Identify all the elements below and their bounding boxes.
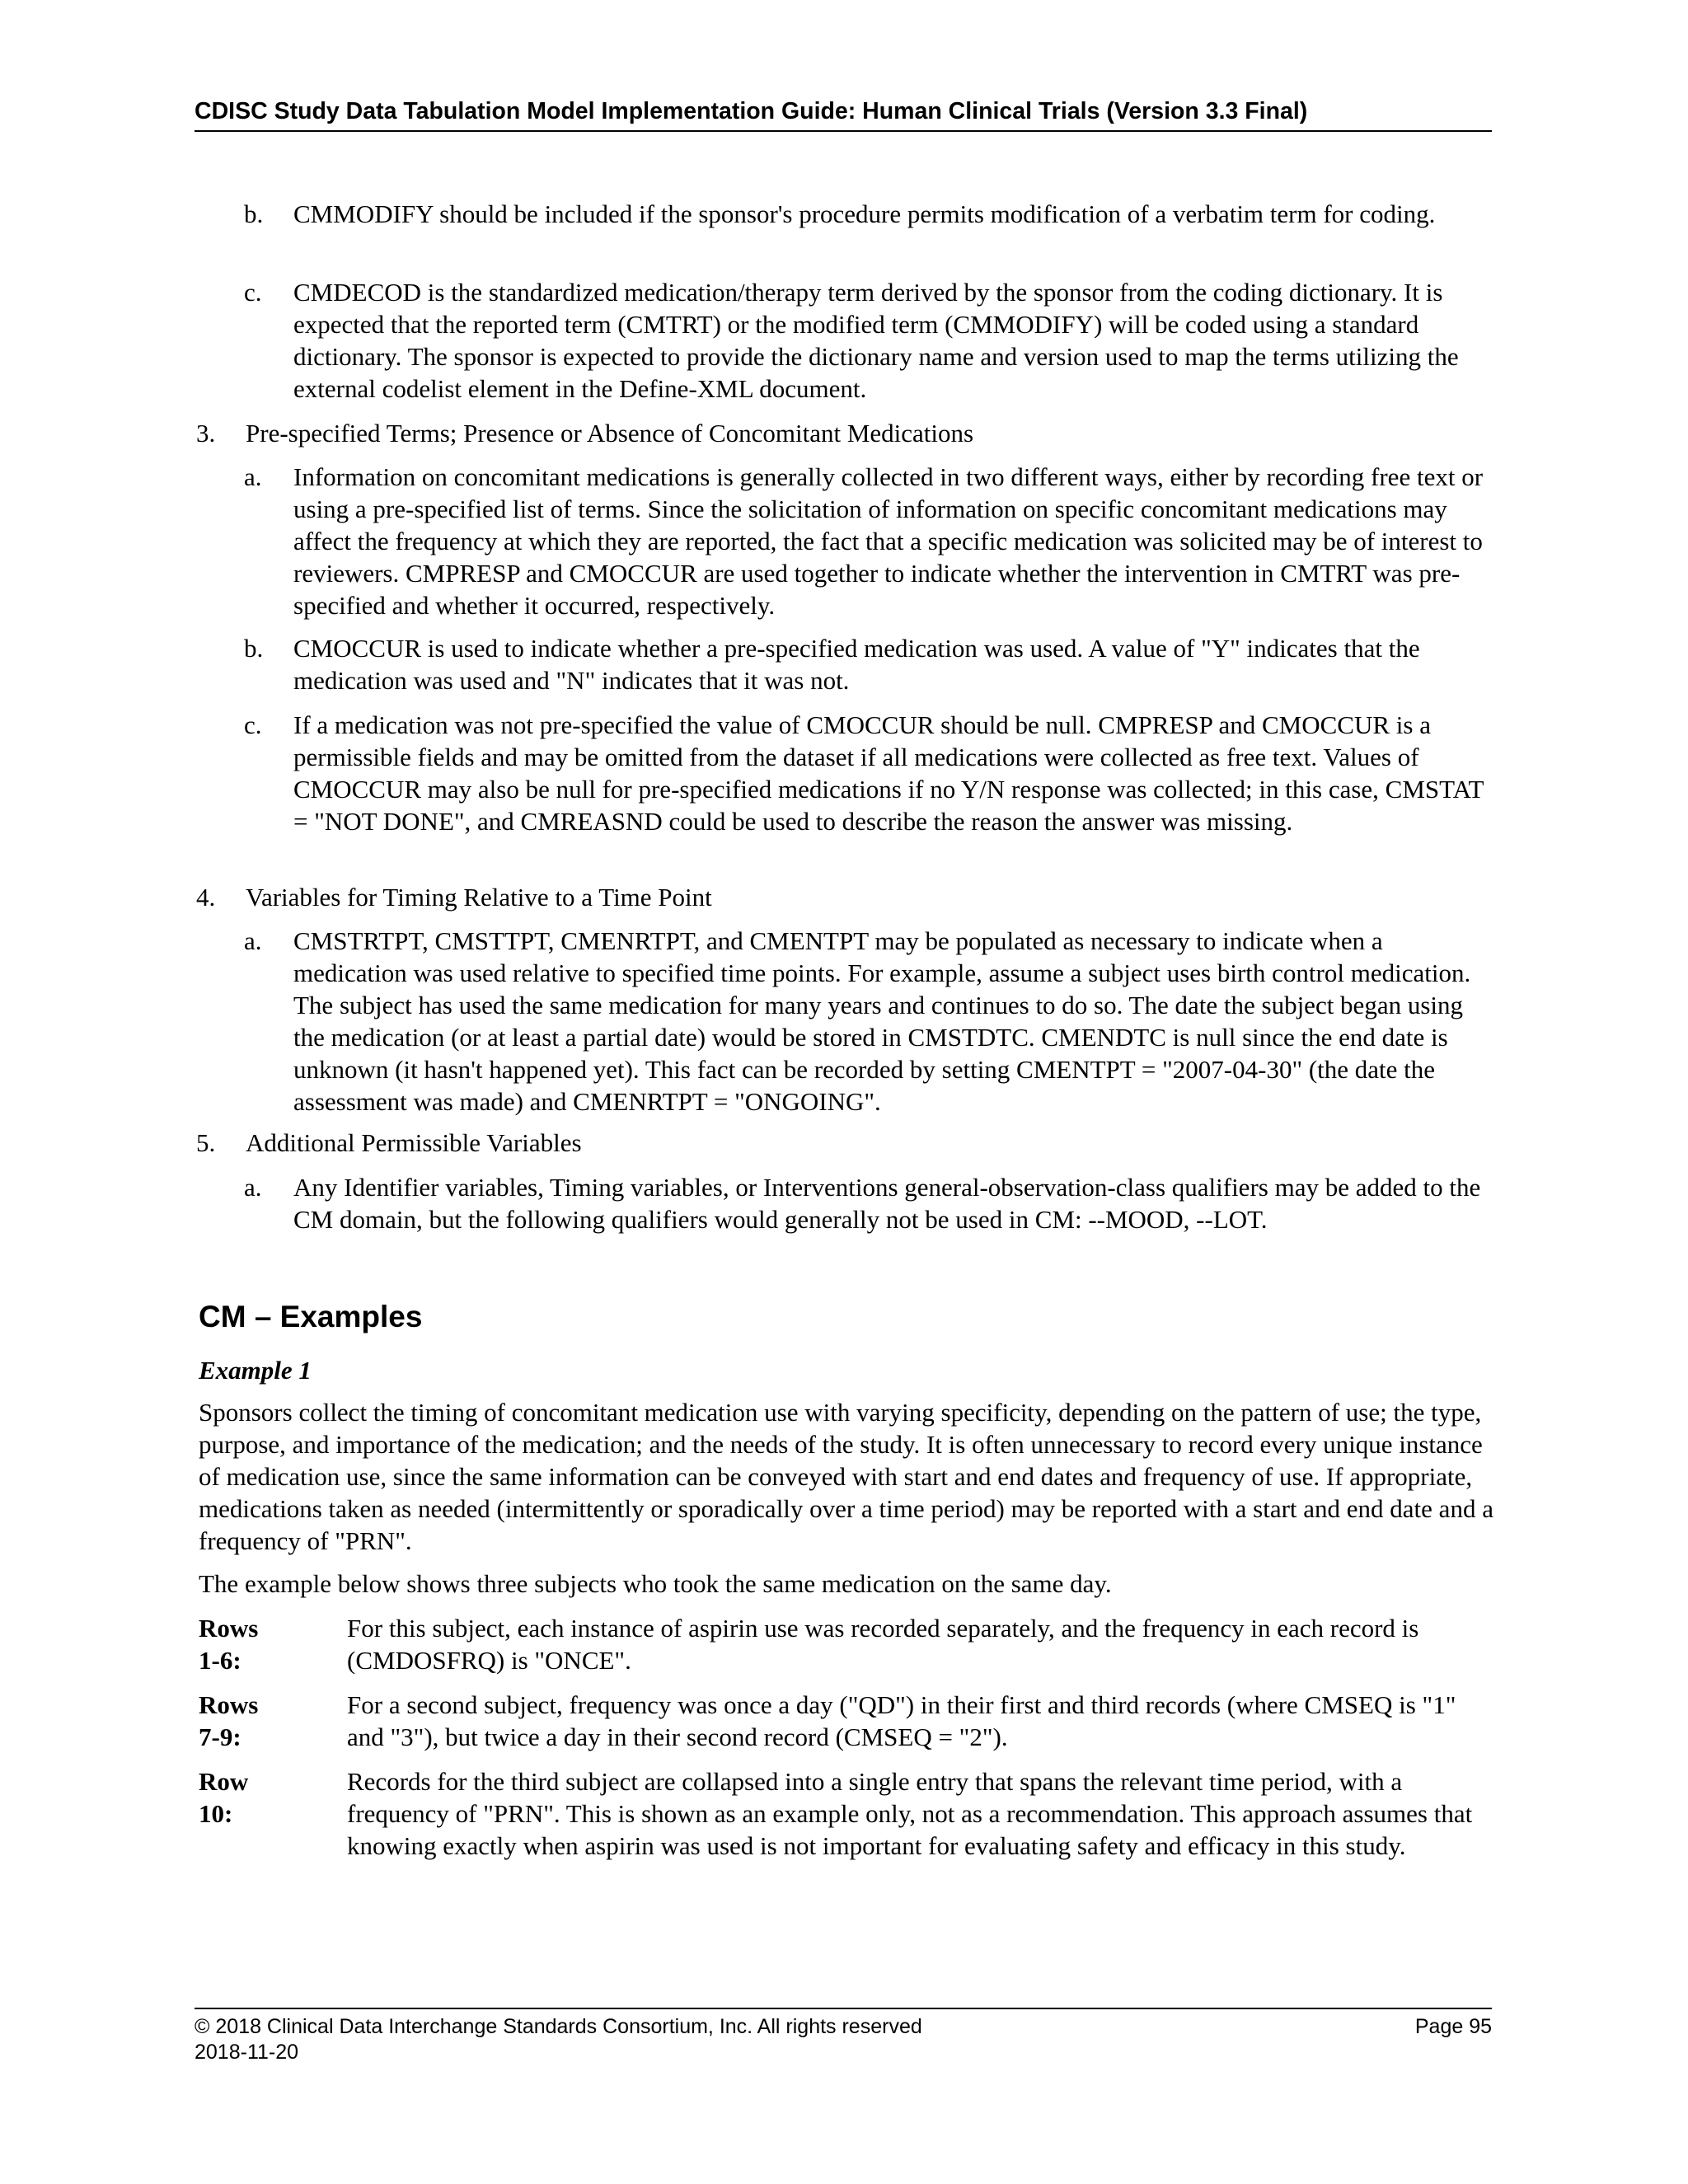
list-text: Any Identifier variables, Timing variables, or Interventions general-observation-class qualifiers may be added to the CM domain, but the following qualifiers would generally not be used in CM: --MOOD, --LOT. <box>293 1173 1481 1234</box>
list-marker: 3. <box>196 419 216 448</box>
row-label: Rows 7-9: <box>199 1690 259 1751</box>
list-text: If a medication was not pre-specified the value of CMOCCUR should be null. CMPRESP and CMOCCUR is a permissible fields and may be omitted from the dataset if all medications were collected as free text. Values of CMOCCUR may also be null for pre-specified medications if no Y/N response was collected; in this case, CMSTAT = "NOT DONE", and CMREASND could be used to describe the reason the answer was missing. <box>293 710 1484 836</box>
list-marker: 4. <box>196 883 216 912</box>
list-marker: c. <box>244 278 262 307</box>
running-header: CDISC Study Data Tabulation Model Implementation Guide: Human Clinical Trials (Version 3.3 Final) <box>195 97 1492 132</box>
page-number: Page 95 <box>1414 2015 1492 2038</box>
list-marker: a. <box>244 926 262 955</box>
list-text: CMDECOD is the standardized medication/therapy term derived by the sponsor from the coding dictionary. It is expected that the reported term (CMTRT) or the modified term (CMMODIFY) will be coded using a standard dictionary. The sponsor is expected to provide the dictionary name and version used to map the terms utilizing the external codelist element in the Define-XML document. <box>293 278 1459 403</box>
row-text: For this subject, each instance of aspirin use was recorded separately, and the frequency in each record is (CMDOSFRQ) is "ONCE". <box>347 1614 1419 1675</box>
list-marker: a. <box>244 462 262 491</box>
row-label: Row 10: <box>199 1767 249 1828</box>
list-text: Pre-specified Terms; Presence or Absence of Concomitant Medications <box>246 419 974 448</box>
document-date: 2018-11-20 <box>195 2041 299 2064</box>
list-text: CMOCCUR is used to indicate whether a pre-specified medication was used. A value of "Y" indicates that the medication was used and "N" indicates that it was not. <box>293 634 1420 695</box>
example-title: Example 1 <box>199 1356 312 1385</box>
copyright-notice: © 2018 Clinical Data Interchange Standards Consortium, Inc. All rights reserved <box>195 2015 922 2038</box>
example-paragraph: Sponsors collect the timing of concomitant medication use with varying specificity, depending on the pattern of use; the type, purpose, and importance of the medication; and the needs of the study. It is often unnecessary to record every unique instance of medication use, since the same information can be conveyed with start and end dates and frequency of use. If appropriate, medications taken as needed (intermittently or sporadically over a time period) may be reported with a start and end date and a frequency of "PRN". <box>199 1398 1493 1555</box>
row-text: Records for the third subject are collapsed into a single entry that spans the relevant time period, with a frequency of "PRN". This is shown as an example only, not as a recommendation. This approach assumes that knowing exactly when aspirin was used is not important for evaluating safety and efficacy in this study. <box>347 1767 1473 1860</box>
row-label: Rows 1-6: <box>199 1614 259 1675</box>
list-text: Variables for Timing Relative to a Time Point <box>246 883 712 912</box>
list-marker: a. <box>244 1173 262 1202</box>
list-text: CMSTRTPT, CMSTTPT, CMENRTPT, and CMENTPT may be populated as necessary to indicate when a medication was used relative to specified time points. For example, assume a subject uses birth control medication. The subject has used the same medication for many years and continues to do so. The date the subject began using the medication (or at least a partial date) would be stored in CMSTDTC. CMENDTC is null since the end date is unknown (it hasn't happened yet). This fact can be recorded by setting CMENTPT = "2007-04-30" (the date the assessment was made) and CMENRTPT = "ONGOING". <box>293 926 1471 1116</box>
page-footer <box>195 2008 1492 2065</box>
list-text: Additional Permissible Variables <box>246 1128 582 1157</box>
examples-heading: CM – Examples <box>199 1300 423 1333</box>
list-text: Information on concomitant medications is generally collected in two different ways, either by recording free text or using a pre-specified list of terms. Since the solicitation of information on specific concomitant medications may affect the frequency at which they are reported, the fact that a specific medication was solicited may be of interest to reviewers. CMPRESP and CMOCCUR are used together to indicate whether the intervention in CMTRT was pre-specified and whether it occurred, respectively. <box>293 462 1484 620</box>
list-marker: c. <box>244 710 262 739</box>
list-marker: b. <box>244 634 264 663</box>
list-marker: 5. <box>196 1128 216 1157</box>
row-text: For a second subject, frequency was once a day ("QD") in their first and third records (where CMSEQ is "1" and "3"), but twice a day in their second record (CMSEQ = "2"). <box>347 1690 1456 1751</box>
example-intro-paragraph: The example below shows three subjects who took the same medication on the same day. <box>199 1569 1112 1598</box>
list-text: CMMODIFY should be included if the sponsor's procedure permits modification of a verbatim term for coding. <box>293 199 1436 228</box>
list-marker: b. <box>244 199 264 228</box>
